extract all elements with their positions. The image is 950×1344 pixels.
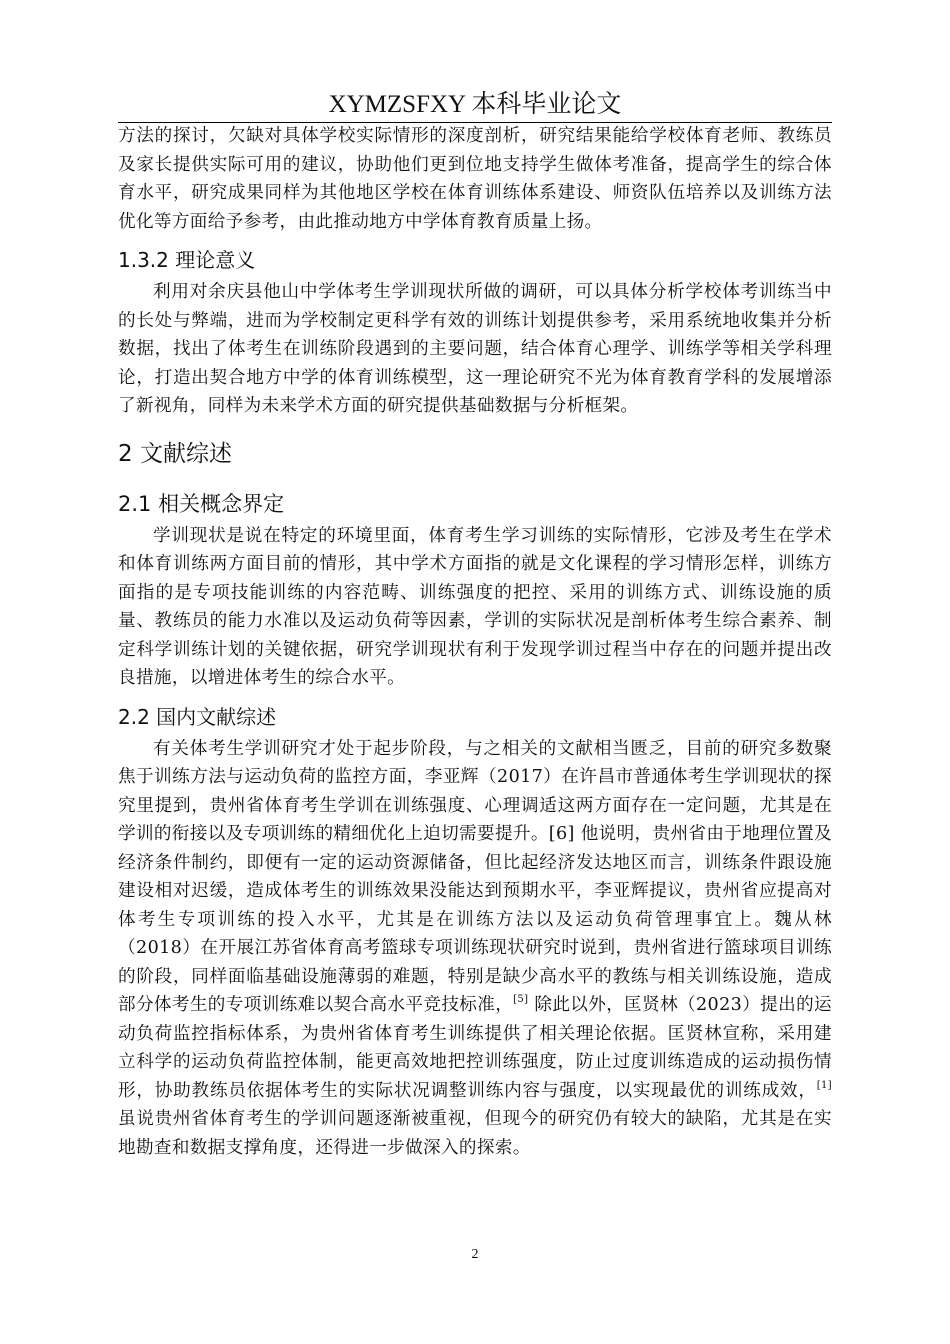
literature-text-part-3: 虽说贵州省体育考生的学训问题逐渐被重视，但现今的研究仍有较大的缺陷，尤其是在实地勘查和数据支撑角度，还得进一步做深入的探索。	[118, 1109, 832, 1158]
section-heading-2-1: 2.1 相关概念界定	[118, 491, 285, 516]
paragraph-theoretical-significance: 利用对余庆县他山中学体考生学训现状所做的调研，可以具体分析学校体考训练当中的长处与弊端，进而为学校制定更科学有效的训练计划提供参考，采用系统地收集并分析数据，找出了体考生在训练阶段遇到的主要问题，结合体育心理学、训练学等相关学科理论，打造出契合地方中学的体育训练模型，这一理论研究不光为体育教育学科的发展增添了新视角，同样为未来学术方面的研究提供基础数据与分析框架。	[118, 282, 832, 416]
literature-text-part-1: 有关体考生学训研究才处于起步阶段，与之相关的文献相当匮乏，目前的研究多数聚焦于训练方法与运动负荷的监控方面，李亚辉（2017）在许昌市普通体考生学训现状的探究里提到，贵州省体育考生学训在训练强度、心理调适这两方面存在一定问题，尤其是在学训的衔接以及专项训练的精细优化上迫切需要提升。[6] 他说明，贵州省由于地理位置及经济条件制约，即便有一定的运动资源储备，但比起经济发达地区而言，训练条件跟设施建设相对迟缓，造成体考生的训练效果没能达到预期水平，李亚辉提议，贵州省应提高对体考生专项训练的投入水平，尤其是在训练方法以及运动负荷管理事宜上。魏从林（2018）在开展江苏省体育高考篮球专项训练现状研究时说到，贵州省进行篮球项目训练的阶段，同样面临基础设施薄弱的难题，特别是缺少高水平的教练与相关训练设施，造成部分体考生的专项训练难以契合高水平竞技标准，	[118, 738, 832, 1015]
citation-5: [5]	[513, 994, 529, 1005]
chapter-heading-2: 2 文献综述	[118, 440, 232, 467]
continued-paragraph: 方法的探讨，欠缺对具体学校实际情形的深度剖析，研究结果能给学校体育老师、教练员及家长提供实际可用的建议，协助他们更到位地支持学生做体考准备，提高学生的综合体育水平，研究成果同样为其他地区学校在体育训练体系建设、师资队伍培养以及训练方法优化等方面给予参考，由此推动地方中学体育教育质量上扬。	[118, 126, 832, 232]
paragraph-concept-definition: 学训现状是说在特定的环境里面，体育考生学习训练的实际情形，它涉及考生在学术和体育训练两方面目前的情形，其中学术方面指的就是文化课程的学习情形怎样，训练方面指的是专项技能训练的内容范畴、训练强度的把控、采用的训练方式、训练设施的质量、教练员的能力水准以及运动负荷等因素，学训的实际状况是剖析体考生综合素养、制定科学训练计划的关键依据，研究学训现状有利于发现学训过程当中存在的问题并提出改良措施，以增进体考生的综合水平。	[118, 525, 832, 688]
section-heading-1-3-2: 1.3.2 理论意义	[118, 248, 256, 272]
page-header-title: XYMZSFXY 本科毕业论文	[328, 91, 622, 118]
paragraph-domestic-literature	[118, 735, 832, 1163]
page-number: 2	[471, 1247, 479, 1262]
page-body	[118, 122, 832, 1162]
citation-1: [1]	[816, 1079, 832, 1091]
literature-text-part-2: 除此以外，匡贤林（2023）提出的运动负荷监控指标体系，为贵州省体育考生训练提供了相关理论依据。匡贤林宣称，采用建立科学的运动负荷监控体制，能更高效地把控训练强度，防止过度训练造成的运动损伤情形，协助教练员依据体考生的实际状况调整训练内容与强度，以实现最优的训练成效，	[118, 995, 832, 1101]
section-heading-2-2: 2.2 国内文献综述	[118, 704, 277, 729]
